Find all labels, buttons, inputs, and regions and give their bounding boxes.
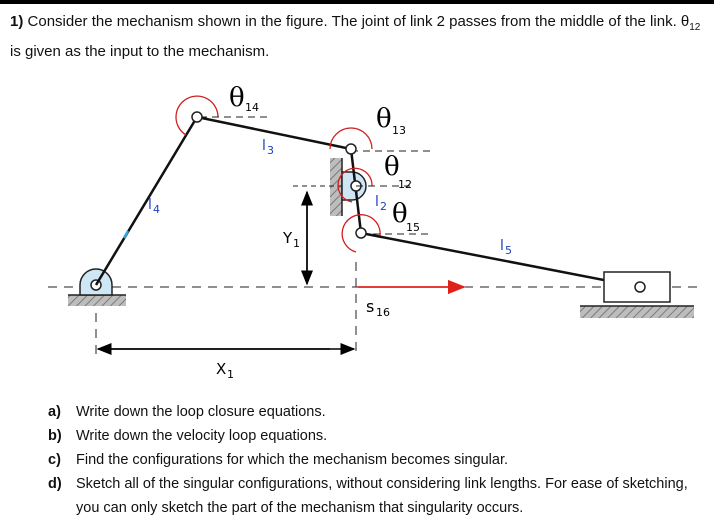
l3-sub: 3 — [267, 144, 274, 157]
part-c-text: Find the configurations for which the mechanism becomes singular. — [76, 452, 508, 468]
part-c — [48, 448, 708, 472]
wall-ground — [330, 158, 342, 216]
part-a-label: a) — [48, 404, 61, 420]
question-text — [10, 10, 704, 64]
l5-sub: 5 — [505, 244, 512, 257]
joint-C — [356, 228, 366, 238]
part-c-label: c) — [48, 452, 61, 468]
theta12-label: θ — [384, 152, 400, 182]
l2-label: l — [375, 194, 379, 210]
part-d — [48, 472, 708, 520]
l3-label: l — [262, 138, 266, 154]
part-a — [48, 400, 708, 424]
theta15-label: θ — [392, 199, 408, 229]
mechanism-figure — [0, 80, 714, 390]
slider-block — [604, 272, 670, 302]
theta13-label: θ — [376, 104, 392, 134]
question-theta-subscript: 12 — [689, 22, 701, 33]
l5-label: l — [500, 238, 504, 254]
l4-sub: 4 — [153, 203, 160, 216]
theta14-sub: 14 — [245, 101, 259, 114]
question-body-end: is given as the input to the mechanism. — [10, 43, 270, 60]
y1-sub: 1 — [293, 237, 300, 250]
right-ground — [580, 306, 694, 318]
s16-label: s — [366, 297, 375, 316]
theta15-sub: 15 — [406, 221, 420, 234]
x1-label: X — [216, 360, 227, 378]
part-b-text: Write down the velocity loop equations. — [76, 428, 328, 444]
joint-B — [346, 144, 356, 154]
link-3 — [197, 117, 351, 149]
l4-label: l — [148, 197, 152, 213]
part-b-label: b) — [48, 428, 62, 444]
question-parts-list — [48, 400, 708, 520]
theta14-label: θ — [229, 83, 245, 113]
part-d-label: d) — [48, 476, 62, 492]
joint-A — [192, 112, 202, 122]
part-d-text: Sketch all of the singular configurations, without considering link lengths. For ease of sketching, you can only sketch the part of the mechanism that singularity occurs. — [76, 476, 688, 516]
question-body: Consider the mechanism shown in the figure. The joint of link 2 passes from the middle of the link. θ — [27, 13, 690, 30]
link-4-highlight — [124, 231, 128, 238]
left-ground — [68, 295, 126, 306]
s16-sub: 16 — [376, 306, 390, 319]
theta12-sub: 12 — [398, 178, 412, 191]
part-b — [48, 424, 708, 448]
question-number: 1) — [10, 13, 24, 30]
l2-sub: 2 — [380, 200, 387, 213]
y1-label: Y — [283, 229, 293, 247]
x1-sub: 1 — [227, 368, 234, 381]
link-4 — [96, 117, 197, 285]
theta13-sub: 13 — [392, 124, 406, 137]
left-pivot — [80, 269, 112, 295]
top-rule — [0, 0, 714, 4]
part-a-text: Write down the loop closure equations. — [76, 404, 326, 420]
